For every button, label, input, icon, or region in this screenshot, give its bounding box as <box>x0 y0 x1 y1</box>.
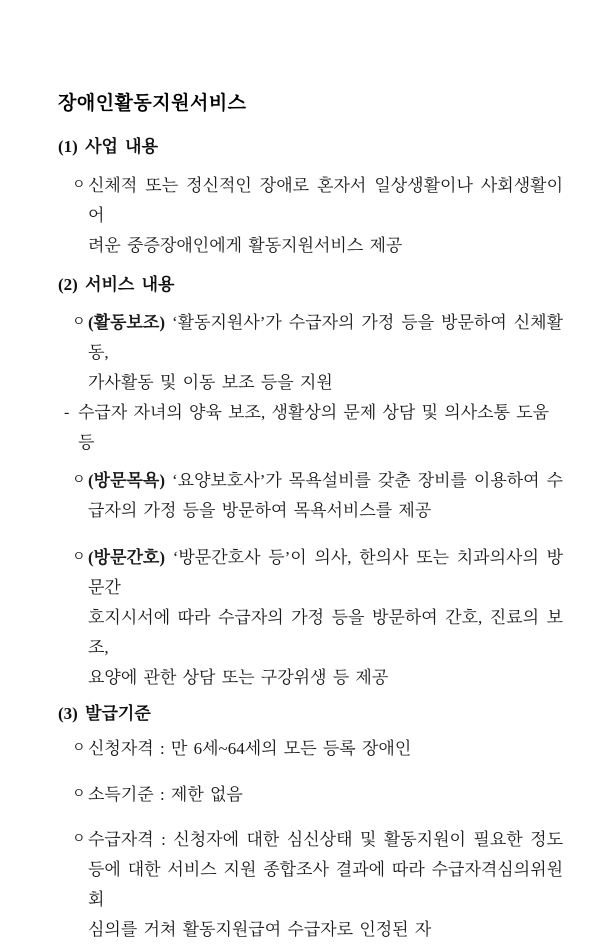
line-text: 수급자격 : 신청자에 대한 심신상태 및 활동지원이 필요한 정도 <box>88 830 563 849</box>
bold-label: (방문간호) <box>88 548 166 567</box>
line-text: 등에 대한 서비스 지원 종합조사 결과에 따라 수급자격심의위원회 <box>88 860 563 909</box>
bullet-line <box>58 825 563 855</box>
circle-bullet-marker: ㅇ <box>72 787 86 802</box>
bullet-line <box>58 780 563 810</box>
line-text: 신체적 또는 정신적인 장애로 혼자서 일상생활이나 사회생활이 어 <box>88 176 563 225</box>
line-text: 소득기준 : 제한 없음 <box>88 785 243 804</box>
line-text: 려운 중증장애인에게 활동지원서비스 제공 <box>88 236 403 255</box>
bullet-line <box>58 231 563 261</box>
bullet-line <box>58 171 563 231</box>
section-heading-1: (1) 사업 내용 <box>58 137 159 156</box>
line-text: 수급자 자녀의 양육 보조, 생활상의 문제 상담 및 의사소통 도움 등 <box>78 403 550 452</box>
circle-bullet-marker: ㅇ <box>72 741 86 756</box>
bold-label: (방문목욕) <box>88 471 166 490</box>
line-text: 가사활동 및 이동 보조 등을 지원 <box>88 373 333 392</box>
bullet-item <box>58 466 563 526</box>
bullet-item <box>58 780 563 810</box>
bullet-item <box>58 543 563 693</box>
bullet-line <box>58 603 563 663</box>
circle-bullet-marker: ㅇ <box>72 178 86 193</box>
bullet-line <box>58 663 563 693</box>
section-heading-3: (3) 발급기준 <box>58 704 151 723</box>
bullet-line <box>58 855 563 915</box>
line-text: 신청자격 : 만 6세~64세의 모든 등록 장애인 <box>88 739 412 758</box>
circle-bullet-marker: ㅇ <box>72 315 86 330</box>
dash-item <box>58 398 563 458</box>
line-text: 심의를 거쳐 활동지원급여 수급자로 인정된 자 <box>88 920 432 939</box>
bullet-line <box>58 543 563 603</box>
bullet-line <box>58 368 563 398</box>
circle-bullet-marker: ㅇ <box>72 550 86 565</box>
line-text: ‘요양보호사’가 목욕설비를 갖춘 장비를 이용하여 수 <box>165 471 563 490</box>
bullet-line <box>58 915 563 945</box>
bullet-line <box>58 496 563 526</box>
line-text: 급자의 가정 등을 방문하여 목욕서비스를 제공 <box>88 501 432 520</box>
bullet-item <box>58 308 563 398</box>
line-text: 호지시서에 따라 수급자의 가정 등을 방문하여 간호, 진료의 보조, <box>88 608 563 657</box>
line-text: ‘활동지원사’가 수급자의 가정 등을 방문하여 신체활동, <box>88 313 563 362</box>
line-text: ‘방문간호사 등’이 의사, 한의사 또는 치과의사의 방문간 <box>88 548 563 597</box>
section-heading-2: (2) 서비스 내용 <box>58 275 175 294</box>
circle-bullet-marker: ㅇ <box>72 473 86 488</box>
document-title: 장애인활동지원서비스 <box>58 93 247 114</box>
bullet-line <box>58 308 563 368</box>
bullet-line <box>58 466 563 496</box>
dash-line <box>58 398 563 458</box>
bullet-item <box>58 171 563 261</box>
circle-bullet-marker: ㅇ <box>72 832 86 847</box>
bold-label: (활동보조) <box>88 313 166 332</box>
bullet-line <box>58 734 563 764</box>
bullet-item <box>58 825 563 945</box>
dash-bullet-marker: - <box>64 404 70 421</box>
line-text: 요양에 관한 상담 또는 구강위생 등 제공 <box>88 668 389 687</box>
bullet-item <box>58 734 563 764</box>
